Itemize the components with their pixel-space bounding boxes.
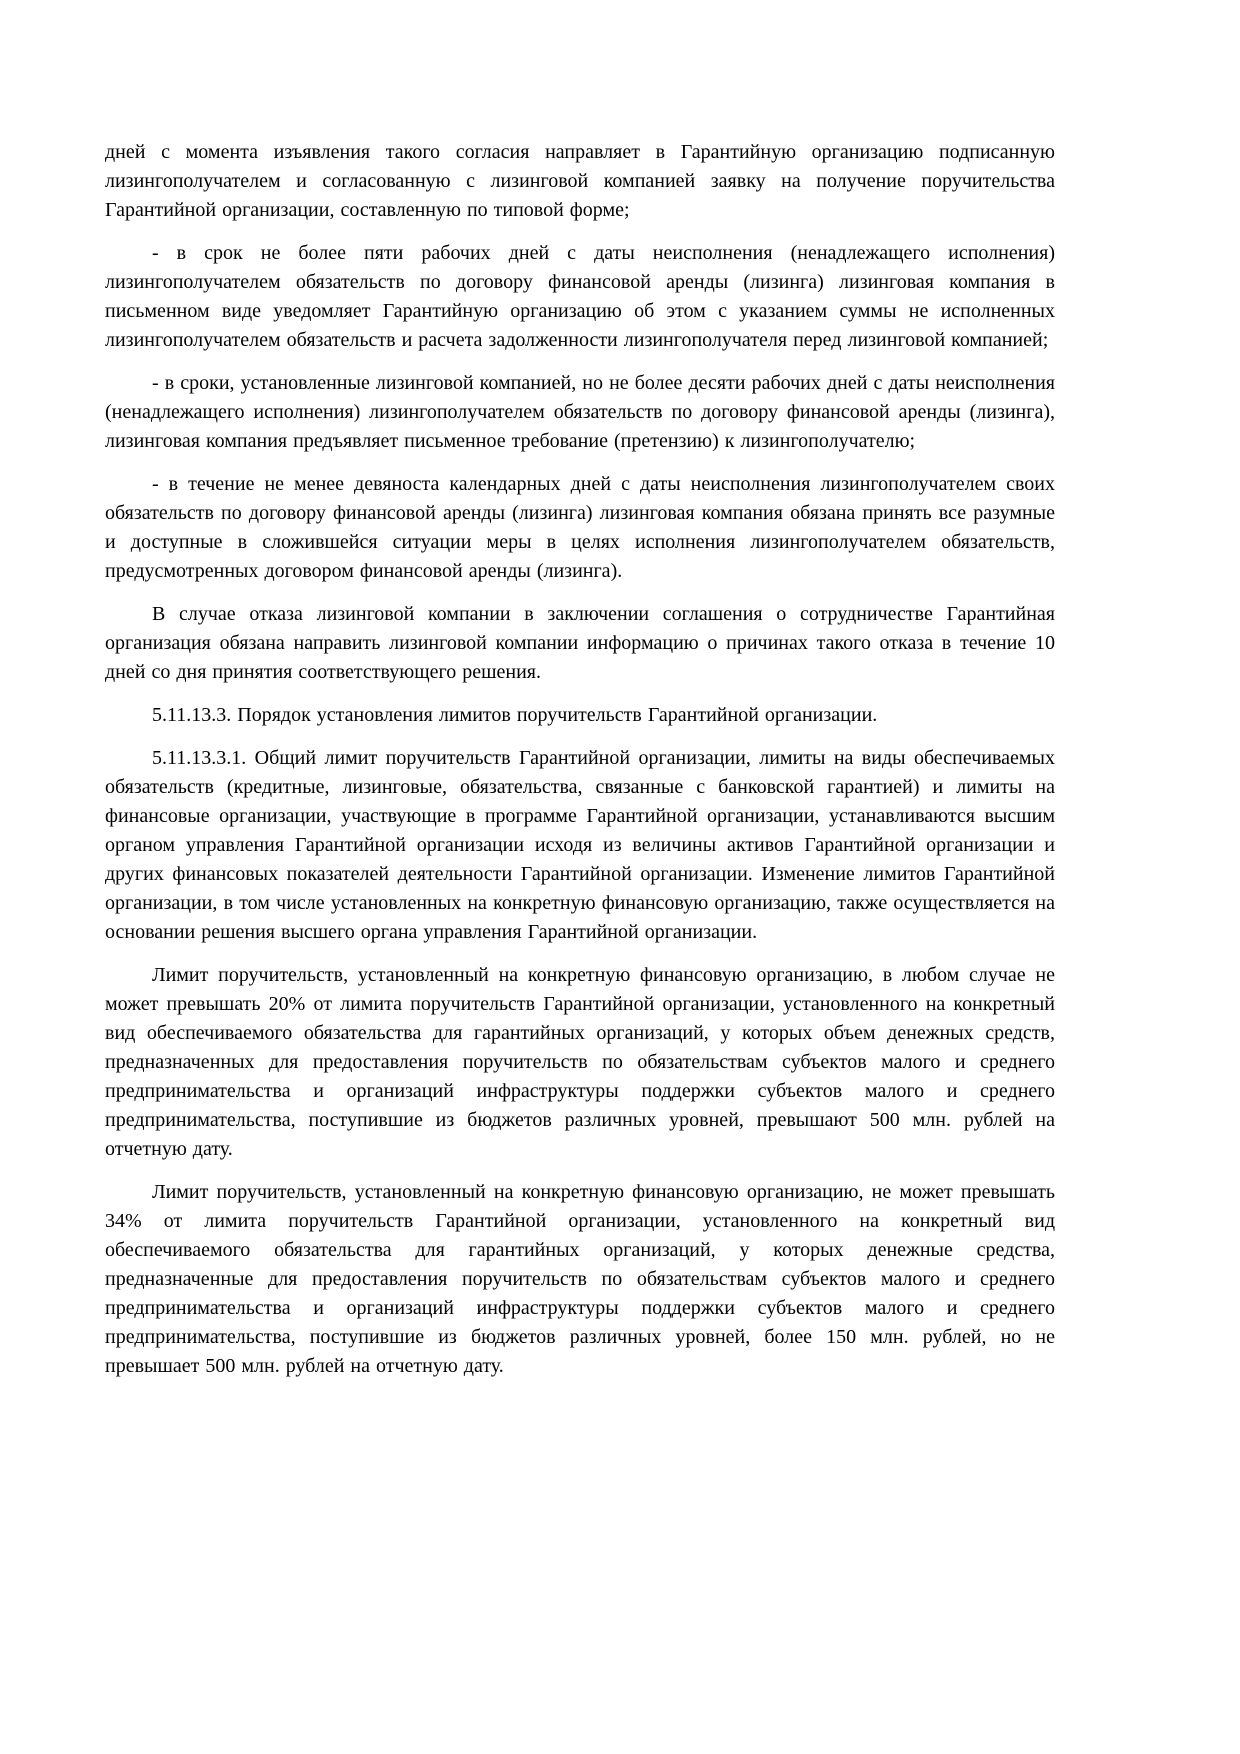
paragraph-dash-ninety-days: - в течение не менее девяноста календарных дней с даты неисполнения лизингополучателем своих обязательств по договору финансовой аренды (лизинга) лизинговая компания обязана принять все разумные и доступные в сложившейся ситуации меры в целях исполнения лизингополучателем обязательств, предусмотренных договором финансовой аренды (лизинга).	[105, 473, 1055, 582]
paragraph-continuation: дней с момента изъявления такого согласия направляет в Гарантийную организацию подписанную лизингополучателем и согласованную с лизинговой компанией заявку на получение поручительства Гарантийной организации, составленную по типовой форме;	[105, 141, 1055, 221]
paragraph-section-5-11-13-3-1: 5.11.13.3.1. Общий лимит поручительств Гарантийной организации, лимиты на виды обеспечиваемых обязательств (кредитные, лизинговые, обязательства, связанные с банковской гарантией) и лимиты на финансовые организации, участвующие в программе Гарантийной организации, устанавливаются высшим органом управления Гарантийной организации исходя из величины активов Гарантийной организации и других финансовых показателей деятельности Гарантийной организации. Изменение лимитов Гарантийной организации, в том числе установленных на конкретную финансовую организацию, также осуществляется на основании решения высшего органа управления Гарантийной организации.	[105, 747, 1055, 943]
paragraph-section-5-11-13-3: 5.11.13.3. Порядок установления лимитов поручительств Гарантийной организации.	[152, 704, 878, 726]
paragraph-refusal-info: В случае отказа лизинговой компании в заключении соглашения о сотрудничестве Гарантийная организация обязана направить лизинговой компании информацию о причинах такого отказа в течение 10 дней со дня принятия соответствующего решения.	[105, 603, 1055, 683]
paragraph-limit-20-percent: Лимит поручительств, установленный на конкретную финансовую организацию, в любом случае не может превышать 20% от лимита поручительств Гарантийной организации, установленного на конкретный вид обеспечиваемого обязательства для гарантийных организаций, у которых объем денежных средств, предназначенных для предоставления поручительств по обязательствам субъектов малого и среднего предпринимательства и организаций инфраструктуры поддержки субъектов малого и среднего предпринимательства, поступившие из бюджетов различных уровней, превышают 500 млн. рублей на отчетную дату.	[105, 964, 1055, 1160]
paragraph-limit-34-percent: Лимит поручительств, установленный на конкретную финансовую организацию, не может превышать 34% от лимита поручительств Гарантийной организации, установленного на конкретный вид обеспечиваемого обязательства для гарантийных организаций, у которых денежные средства, предназначенные для предоставления поручительств по обязательствам субъектов малого и среднего предпринимательства и организаций инфраструктуры поддержки субъектов малого и среднего предпринимательства, поступившие из бюджетов различных уровней, более 150 млн. рублей, но не превышает 500 млн. рублей на отчетную дату.	[105, 1181, 1055, 1377]
document-body	[105, 138, 1055, 1381]
paragraph-dash-claim-term: - в сроки, установленные лизинговой компанией, но не более десяти рабочих дней с даты неисполнения (ненадлежащего исполнения) лизингополучателем обязательств по договору финансовой аренды (лизинга), лизинговая компания предъявляет письменное требование (претензию) к лизингополучателю;	[105, 372, 1055, 452]
paragraph-dash-notice-term: - в срок не более пяти рабочих дней с даты неисполнения (ненадлежащего исполнения) лизингополучателем обязательств по договору финансовой аренды (лизинга) лизинговая компания в письменном виде уведомляет Гарантийную организацию об этом с указанием суммы не исполненных лизингополучателем обязательств и расчета задолженности лизингополучателя перед лизинговой компанией;	[105, 242, 1055, 351]
